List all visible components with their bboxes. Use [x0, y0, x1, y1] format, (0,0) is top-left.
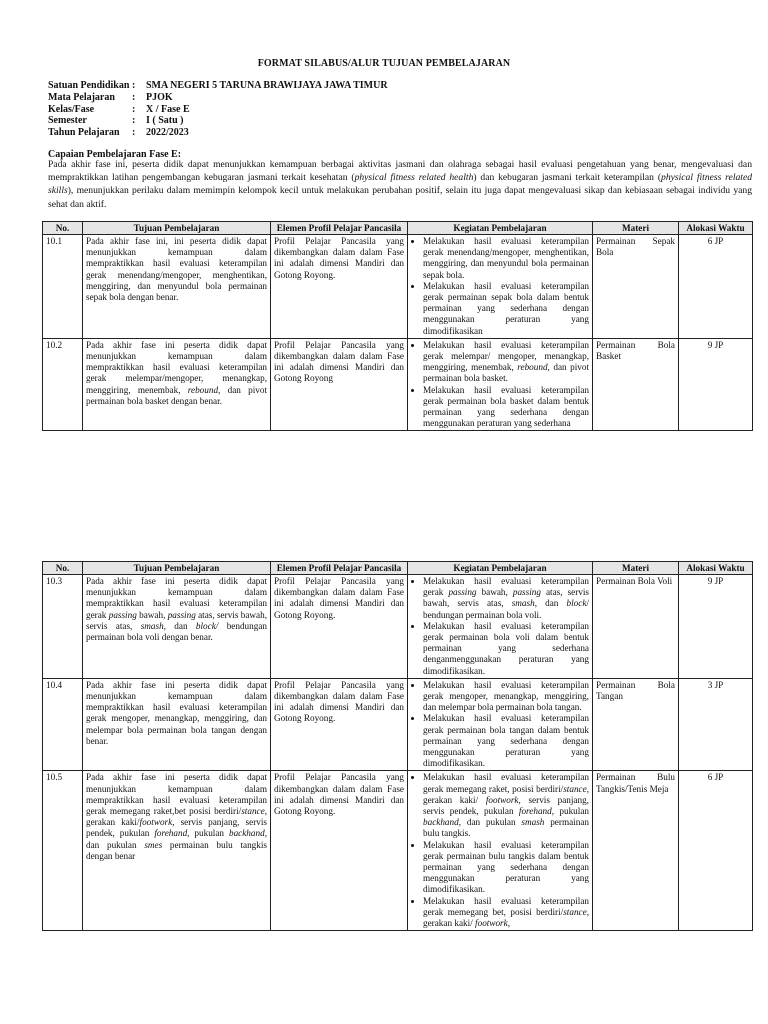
- header-alokasi: Alokasi Waktu: [679, 562, 753, 575]
- cell-no: 10.5: [43, 771, 83, 931]
- table-row: [43, 235, 753, 339]
- meta-row: [48, 127, 388, 139]
- meta-value: I ( Satu ): [146, 115, 184, 127]
- capaian-text: Pada akhir fase ini, peserta didik dapat menunjukkan kemampuan berbagai aktivitas jasmani dan olahraga sebagai hasil evaluasi pengetahuan yang benar, mengevaluasi dan mempraktikkan latihan pengembangan kebugaran jasmani terkait kesehatan (physical fitness related health) dan kebugaran jasmani terkait keterampilan (physical fitness related skills), menunjukkan perilaku dalam memimpin kelompok kecil untuk melakukan perubahan positif, selain itu juga dapat mengevaluasi sikap dan kebiasaan sebagai individu yang sehat dan aktif.: [48, 159, 752, 210]
- cell-tujuan: Pada akhir fase ini peserta didik dapat menunjukkan kemampuan dalam mempraktikkan hasil evaluasi keterampilan gerak mengoper, menangkap, menggiring, dan melempar bola permainan bola tangan dengan benar.: [83, 678, 271, 771]
- meta-colon: :: [132, 80, 136, 91]
- document-title: FORMAT SILABUS/ALUR TUJUAN PEMBELAJARAN: [257, 58, 511, 69]
- cell-materi: Permainan Sepak Bola: [593, 235, 679, 339]
- cell-kegiatan: [408, 235, 593, 339]
- kegiatan-item: • Melakukan hasil evaluasi keterampilan gerak memegang raket, posisi berdiri/stance, gerakan kaki/ footwork, servis panjang, servis pendek, pukulan forehand, pukulan backhand, dan pukulan smash permainan bulu tangkis.: [423, 772, 589, 839]
- meta-label: Semester: [48, 115, 87, 127]
- meta-colon: :: [132, 115, 136, 127]
- kegiatan-item: • Melakukan hasil evaluasi keterampilan gerak permainan bulu tangkis dalam bentuk permainan yang sederhana dengan menggunakan peraturan yang dimodifikasikan.: [423, 840, 589, 896]
- syllabus-table-2: [42, 561, 753, 931]
- header-elemen: Elemen Profil Pelajar Pancasila: [271, 562, 408, 575]
- kegiatan-item: • Melakukan hasil evaluasi keterampilan gerak menendang/mengoper, menghentikan, menggiring, dan menyundul bola permainan sepak bola.: [423, 236, 589, 281]
- cell-alokasi: 9 JP: [679, 575, 753, 679]
- header-no: No.: [43, 562, 83, 575]
- table-row: [43, 771, 753, 931]
- cell-tujuan: Pada akhir fase ini, ini peserta didik dapat menunjukkan kemampuan dalam mempraktikkan hasil evaluasi keterampilan gerak menendang/mengoper, menghentikan, menggiring, dan menyundul bola permainan sepak bola dengan benar.: [83, 235, 271, 339]
- meta-label: Kelas/Fase: [48, 103, 95, 115]
- header-kegiatan: Kegiatan Pembelajaran: [408, 562, 593, 575]
- table-row: [43, 575, 753, 679]
- kegiatan-list: [411, 236, 589, 337]
- header-kegiatan: Kegiatan Pembelajaran: [408, 222, 593, 235]
- cell-materi: Permainan Bulu Tangkis/Tenis Meja: [593, 771, 679, 931]
- kegiatan-item: • Melakukan hasil evaluasi keterampilan gerak permainan bola voli dalam bentuk permainan yang sederhana denganmenggunakan peraturan yang dimodifikasikan.: [423, 621, 589, 677]
- table-header-row: [43, 562, 753, 575]
- meta-label: Mata Pelajaran: [48, 91, 115, 103]
- cell-no: 10.3: [43, 575, 83, 679]
- cell-tujuan: Pada akhir fase ini peserta didik dapat menunjukkan kemampuan dalam mempraktikkan hasil evaluasi keterampilan gerak memegang raket,bet posisi berdiri/stance, gerakan kaki/footwork, servis panjang, servis pendek, pukulan forehand, pukulan backhand, dan pukulan smes permainan bulu tangkis dengan benar: [83, 771, 271, 931]
- header-alokasi: Alokasi Waktu: [679, 222, 753, 235]
- kegiatan-list: [411, 772, 589, 929]
- cell-kegiatan: [408, 771, 593, 931]
- meta-row: [48, 92, 388, 104]
- meta-value: SMA NEGERI 5 TARUNA BRAWIJAYA JAWA TIMUR: [146, 80, 388, 91]
- cell-materi: Permainan Bola Voli: [593, 575, 679, 679]
- header-materi: Materi: [593, 562, 679, 575]
- kegiatan-list: [411, 576, 589, 677]
- meta-colon: :: [132, 91, 136, 103]
- header-materi: Materi: [593, 222, 679, 235]
- header-tujuan: Tujuan Pembelajaran: [83, 562, 271, 575]
- meta-row: [48, 104, 388, 116]
- cell-alokasi: 3 JP: [679, 678, 753, 771]
- meta-value: X / Fase E: [146, 103, 190, 115]
- kegiatan-list: [411, 680, 589, 770]
- header-tujuan: Tujuan Pembelajaran: [83, 222, 271, 235]
- meta-row: [48, 80, 388, 92]
- header-elemen: Elemen Profil Pelajar Pancasila: [271, 222, 408, 235]
- cell-elemen: Profil Pelajar Pancasila yang dikembangkan dalam dalam Fase ini adalah dimensi Mandiri dan Gotong Royong: [271, 338, 408, 431]
- table-header-row: [43, 222, 753, 235]
- cell-no: 10.4: [43, 678, 83, 771]
- cell-no: 10.2: [43, 338, 83, 431]
- kegiatan-item: • Melakukan hasil evaluasi keterampilan gerak melempar/ mengoper, menangkap, menggiring, menembak, rebound, dan pivot permainan bola basket.: [423, 340, 589, 385]
- cell-elemen: Profil Pelajar Pancasila yang dikembangkan dalam dalam Fase ini adalah dimensi Mandiri dan Gotong Royong.: [271, 678, 408, 771]
- syllabus-table-1: [42, 221, 753, 431]
- cell-kegiatan: [408, 338, 593, 431]
- meta-block: [48, 80, 388, 139]
- meta-label: Tahun Pelajaran: [48, 127, 120, 139]
- kegiatan-item: • Melakukan hasil evaluasi keterampilan gerak mengoper, menangkap, menggiring, dan melempar bola permainan bola tangan.: [423, 680, 589, 714]
- cell-elemen: Profil Pelajar Pancasila yang dikembangkan dalam dalam Fase ini adalah dimensi Mandiri dan Gotong Royong.: [271, 575, 408, 679]
- meta-value: PJOK: [146, 91, 173, 103]
- kegiatan-item: • Melakukan hasil evaluasi keterampilan gerak permainan bola basket dalam bentuk permainan yang sederhana dengan menggunakan peraturan yang sederhana: [423, 385, 589, 430]
- capaian-title: Capaian Pembelajaran Fase E:: [48, 149, 182, 160]
- cell-materi: Permainan Bola Basket: [593, 338, 679, 431]
- cell-alokasi: 9 JP: [679, 338, 753, 431]
- kegiatan-list: [411, 340, 589, 430]
- cell-kegiatan: [408, 678, 593, 771]
- meta-value: 2022/2023: [146, 127, 189, 139]
- meta-row: [48, 115, 388, 127]
- cell-elemen: Profil Pelajar Pancasila yang dikembangkan dalam dalam Fase ini adalah dimensi Mandiri dan Gotong Royong.: [271, 771, 408, 931]
- cell-kegiatan: [408, 575, 593, 679]
- cell-alokasi: 6 JP: [679, 771, 753, 931]
- cell-tujuan: Pada akhir fase ini peserta didik dapat menunjukkan kemampuan dalam mempraktikkan hasil evaluasi keterampilan gerak passing bawah, passing atas, servis bawah, servis atas, smash, dan block/ bendungan permainan bola voli dengan benar.: [83, 575, 271, 679]
- cell-tujuan: Pada akhir fase ini peserta didik dapat menunjukkan kemampuan dalam mempraktikkan hasil evaluasi keterampilan gerak melempar/mengoper, menangkap, menggiring, menembak, rebound, dan pivot permainan bola basket dengan benar.: [83, 338, 271, 431]
- header-no: No.: [43, 222, 83, 235]
- kegiatan-item: • Melakukan hasil evaluasi keterampilan gerak memegang bet, posisi berdiri/stance, gerakan kaki/ footwork,: [423, 896, 589, 930]
- cell-elemen: Profil Pelajar Pancasila yang dikembangkan dalam dalam Fase ini adalah dimensi Mandiri dan Gotong Royong.: [271, 235, 408, 339]
- kegiatan-item: • Melakukan hasil evaluasi keterampilan gerak passing bawah, passing atas, servis bawah, servis atas, smash, dan block/ bendungan permainan bola voli.: [423, 576, 589, 621]
- cell-alokasi: 6 JP: [679, 235, 753, 339]
- table-row: [43, 338, 753, 431]
- kegiatan-item: • Melakukan hasil evaluasi keterampilan gerak permainan bola tangan dalam bentuk permainan yang sederhana dengan menggunakan peraturan yang dimodifikasikan.: [423, 713, 589, 769]
- kegiatan-item: • Melakukan hasil evaluasi keterampilan gerak permainan sepak bola dalam bentuk permainan yang sederhana dengan menggunakan peraturan yang dimodifikasikan: [423, 281, 589, 337]
- meta-colon: :: [132, 127, 136, 139]
- meta-colon: :: [132, 103, 136, 115]
- cell-materi: Permainan Bola Tangan: [593, 678, 679, 771]
- table-row: [43, 678, 753, 771]
- cell-no: 10.1: [43, 235, 83, 339]
- meta-label: Satuan Pendidikan: [48, 80, 130, 91]
